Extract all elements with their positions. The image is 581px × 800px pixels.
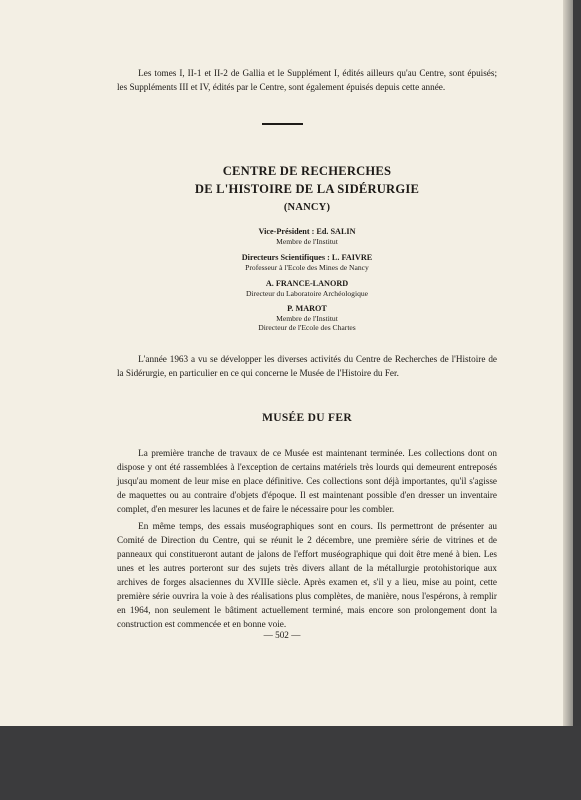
musee-paragraph-2: En même temps, des essais muséographiques sont en cours. Ils permettront de présenter au Comité de Direction du Centre, qui se réunit le 2 décembre, une première série de vitrines et de panneaux qui constitueront autant de jalons de l'effort muséographique qui doit être mené à bien. Les unes et les autres porteront sur des sujets très divers allant de la métallurgie protohistorique aux archives de forges alsaciennes du XVIIIe siècle. Après examen et, s'il y a lieu, mise au point, cette première série ouvrira la voie à des réalisations plus complètes, de manière, nous l'espérons, à remplir en 1964, non seulement le bâtiment actuellement terminé, mais encore son prolongement dont la construction est commencée et en bonne voie. xyxy=(117,521,497,629)
centre-title-line1: CENTRE DE RECHERCHES xyxy=(222,164,392,178)
intro-block xyxy=(117,66,497,94)
section-divider xyxy=(262,123,303,125)
officer-detail: Professeur à l'Ecole des Mines de Nancy xyxy=(245,263,369,272)
officer-role: A. FRANCE-LANORD xyxy=(265,279,349,288)
officer-role: Vice-Président : Ed. SALIN xyxy=(258,227,356,236)
page-number: — 502 — xyxy=(263,630,301,640)
musee-paragraph-1: La première tranche de travaux de ce Musée est maintenant terminée. Les collections dont on dispose y ont été rassemblées à l'exception de certains matériels très lourds qui demeurent entreposés jusqu'au moment de leur mise en place définitive. Ces collections sont déjà importantes, qu'il s'agisse de maquettes ou au contraire d'objets d'époque. Il est maintenant possible d'en dresser un inventaire complet, d'en mesurer les lacunes et de faire le nécessaire pour les combler. xyxy=(117,448,497,514)
officer-detail: Directeur de l'Ecole des Chartes xyxy=(258,323,356,332)
scan-background xyxy=(0,726,581,800)
musee-text xyxy=(117,446,497,631)
officer-role: Directeurs Scientifiques : L. FAIVRE xyxy=(241,253,373,262)
page-edge xyxy=(563,0,573,726)
year-block xyxy=(117,352,497,380)
officer-detail: Membre de l'Institut xyxy=(276,314,338,323)
section-title: MUSÉE DU FER xyxy=(262,412,352,424)
intro-paragraph: Les tomes I, II-1 et II-2 de Gallia et le Supplément I, édités ailleurs qu'au Centre, sont épuisés; les Suppléments III et IV, édités par le Centre, sont également épuisés depuis cette année. xyxy=(117,68,497,92)
officer-detail: Membre de l'Institut xyxy=(276,237,338,246)
year-paragraph: L'année 1963 a vu se développer les diverses activités du Centre de Recherches de l'Histoire de la Sidérurgie, en particulier en ce qui concerne le Musée de l'Histoire du Fer. xyxy=(117,354,497,378)
centre-title-city: (NANCY) xyxy=(283,202,331,213)
centre-title-line2: DE L'HISTOIRE DE LA SIDÉRURGIE xyxy=(194,182,420,196)
officer-detail: Directeur du Laboratoire Archéologique xyxy=(245,289,369,298)
officer-role: P. MAROT xyxy=(287,304,327,313)
